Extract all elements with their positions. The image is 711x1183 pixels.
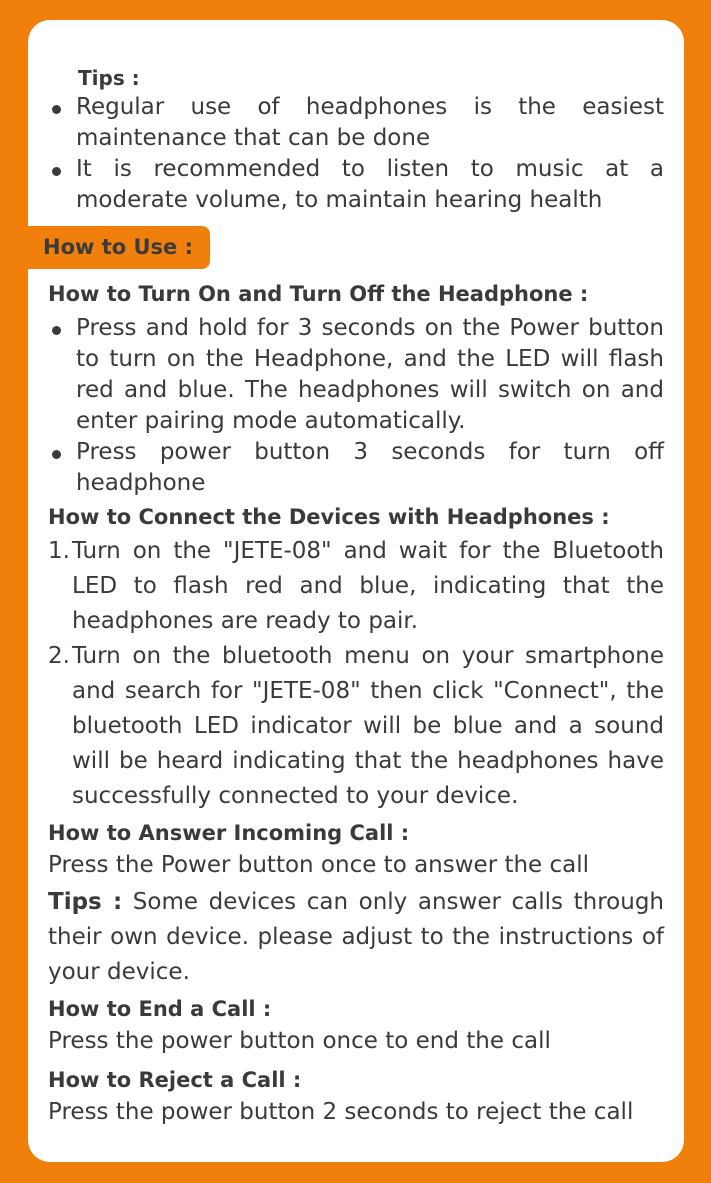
- tips-list: [48, 92, 664, 216]
- answer-heading: How to Answer Incoming Call :: [48, 821, 410, 845]
- step-number: 1.: [48, 538, 70, 564]
- connect-steps: [48, 534, 664, 814]
- connect-heading: How to Connect the Devices with Headphones :: [48, 505, 610, 529]
- end-call-text: Press the power button once to end the call: [48, 1028, 551, 1054]
- instruction-card: [28, 20, 684, 1162]
- answer-tip: [48, 885, 664, 990]
- answer-text: Press the Power button once to answer the call: [48, 852, 590, 878]
- tips-item: It is recommended to listen to music at a moderate volume, to maintain hearing health: [48, 154, 664, 216]
- turn-on-off-heading: How to Turn On and Turn Off the Headphone :: [48, 282, 589, 306]
- tips-title: Tips :: [78, 66, 140, 90]
- reject-call-heading: How to Reject a Call :: [48, 1068, 302, 1092]
- turn-on-off-item: Press and hold for 3 seconds on the Power button to turn on the Headphone, and the LED will flash red and blue. The headphones will switch on and enter pairing mode automatically.: [48, 313, 664, 437]
- turn-on-off-item: Press power button 3 seconds for turn off headphone: [48, 437, 664, 499]
- step-text: Turn on the bluetooth menu on your smartphone and search for "JETE-08" then click "Connect", the bluetooth LED indicator will be blue and a sound will be heard indicating that the headphones have successfully connected to your device.: [72, 643, 664, 809]
- how-to-use-tab: How to Use :: [28, 226, 210, 269]
- connect-step: [48, 534, 664, 639]
- step-text: Turn on the "JETE-08" and wait for the Bluetooth LED to flash red and blue, indicating that the headphones are ready to pair.: [72, 538, 664, 634]
- tips-item: Regular use of headphones is the easiest maintenance that can be done: [48, 92, 664, 154]
- reject-call-text: Press the power button 2 seconds to reject the call: [48, 1099, 634, 1125]
- answer-tip-text: Some devices can only answer calls through their own device. please adjust to the instructions of your device.: [48, 889, 664, 985]
- end-call-heading: How to End a Call :: [48, 997, 272, 1021]
- answer-tip-label: Tips :: [48, 889, 123, 915]
- step-number: 2.: [48, 643, 70, 669]
- connect-step: [48, 639, 664, 814]
- turn-on-off-list: [48, 313, 664, 499]
